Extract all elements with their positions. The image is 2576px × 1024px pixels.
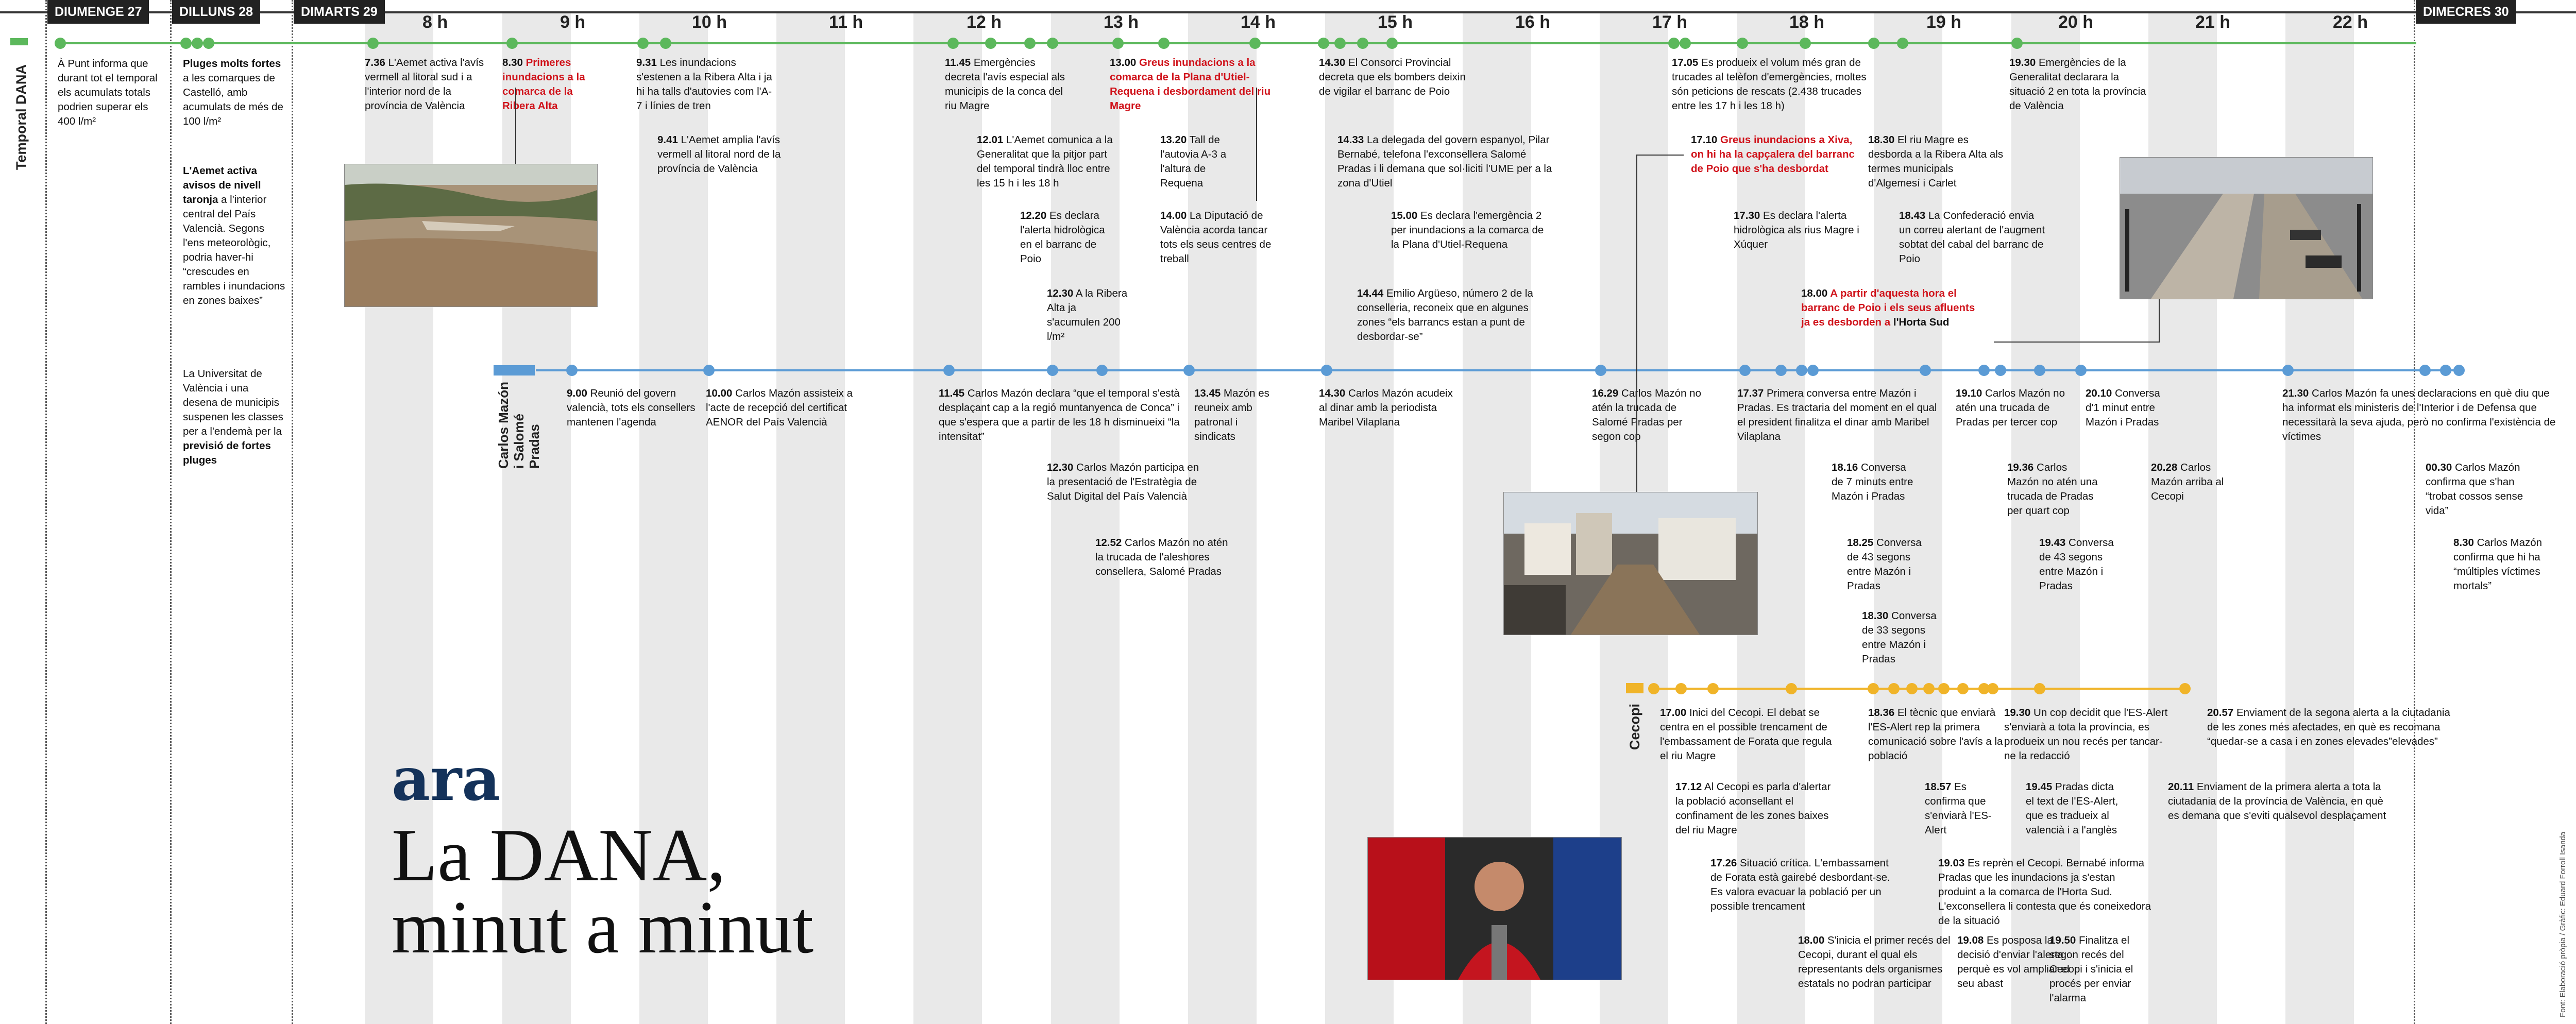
event-text: 19.30 Un cop decidit que l'ES-Alert s'enviarà a tota la província, es produeix un nou recés per tancar-ne la redacció bbox=[2004, 707, 2168, 762]
photo-flooded-fields bbox=[344, 164, 598, 307]
event-dot bbox=[1321, 365, 1332, 376]
brand-logo: ara bbox=[392, 744, 501, 814]
event-text: 19.50 Finalitza el segon recés del Cecopi i s'inicia el procés per enviar l'alarma bbox=[2049, 934, 2133, 1004]
mazon-marker bbox=[494, 365, 535, 376]
event-text: 20.28 Carlos Mazón arriba al Cecopi bbox=[2151, 462, 2224, 502]
row-label-cecopi: Cecopi bbox=[1627, 703, 1642, 750]
day-label-tuesday: DIMARTS 29 bbox=[294, 0, 385, 24]
event-dot bbox=[1995, 365, 2006, 376]
header-bar bbox=[0, 11, 2576, 13]
event-text: 18.00 A partir d'aquesta hora el barranc de Poio i els seus afluents ja es desborden a l'Horta Sud bbox=[1801, 287, 1975, 328]
event-text: L'Aemet activa avisos de nivell taronja a l'interior central del País Valencià. Segons l'ens meteorològic, podria haver-hi “crescudes en rambles i inundacions en zones baixes” bbox=[183, 165, 285, 306]
event-dot bbox=[1807, 365, 1819, 376]
event-text: 18.16 Conversa de 7 minuts entre Mazón i Pradas bbox=[1832, 462, 1913, 502]
event-text: 20.11 Enviament de la primera alerta a tota la ciutadania de la província de València, en què es demana que s'eviti qualsevol desplaçament bbox=[2168, 781, 2386, 822]
event-text: 14.30 Carlos Mazón acudeix al dinar amb la periodista Maribel Vilaplana bbox=[1319, 387, 1453, 428]
event-text: 13.20 Tall de l'autovia A-3 a l'altura de Requena bbox=[1160, 134, 1227, 189]
event-text: 15.00 Es declara l'emergència 2 per inundacions a la comarca de la Plana d'Utiel-Requena bbox=[1391, 210, 1544, 250]
hour-label: 22 h bbox=[2333, 12, 2368, 32]
day-separator bbox=[170, 0, 172, 1024]
dana-marker bbox=[10, 38, 28, 45]
dana-track bbox=[57, 42, 2416, 44]
event-dot bbox=[1868, 683, 1879, 694]
event-text: 20.10 Conversa d'1 minut entre Mazón i Pradas bbox=[2086, 387, 2160, 428]
event-dot bbox=[1978, 365, 1990, 376]
event-text: 8.30 Primeres inundacions a la comarca de la Ribera Alta bbox=[502, 57, 585, 112]
event-dot bbox=[1318, 38, 1329, 49]
page-title-line1: La DANA, bbox=[392, 813, 726, 897]
event-dot bbox=[1923, 683, 1935, 694]
event-text: À Punt informa que durant tot el temporal els acumulats totals podrien superar els 400 l/m² bbox=[58, 58, 158, 127]
event-dot bbox=[2011, 38, 2023, 49]
hour-label: 19 h bbox=[1926, 12, 1962, 32]
event-text: 19.10 Carlos Mazón no atén una trucada de Pradas per tercer cop bbox=[1956, 387, 2065, 428]
event-dot bbox=[703, 365, 715, 376]
hour-label: 20 h bbox=[2058, 12, 2094, 32]
event-dot bbox=[1183, 365, 1195, 376]
event-dot bbox=[1796, 365, 1807, 376]
hour-stripe bbox=[913, 13, 982, 1024]
hour-label: 14 h bbox=[1241, 12, 1276, 32]
day-separator bbox=[292, 0, 293, 1024]
event-text: 17.37 Primera conversa entre Mazón i Pradas. Es tractaria del moment en el qual el president finalitza el dinar amb Maribel Vilaplana bbox=[1737, 387, 1937, 442]
event-text: 17.26 Situació crítica. L'embassament de Forata està gairebé desbordant-se. Es valora evacuar la població per un possible trencament bbox=[1710, 857, 1890, 912]
event-dot bbox=[1737, 38, 1748, 49]
connector-line bbox=[515, 88, 516, 164]
event-dot bbox=[367, 38, 379, 49]
event-dot bbox=[1096, 365, 1108, 376]
event-dot bbox=[1786, 683, 1797, 694]
event-text: 7.36 L'Aemet activa l'avís vermell al litoral sud i a l'interior nord de la província de València bbox=[365, 57, 484, 112]
row-label-mazon: Carlos Mazón i Salomé Pradas bbox=[496, 381, 542, 469]
event-text: 00.30 Carlos Mazón confirma que s'han “trobat cossos sense vida” bbox=[2426, 462, 2523, 517]
event-dot bbox=[1158, 38, 1170, 49]
event-text: Pluges molts fortes a les comarques de Castelló, amb acumulats de més de 100 l/m² bbox=[183, 58, 283, 127]
event-text: 9.41 L'Aemet amplia l'avís vermell al litoral nord de la província de València bbox=[657, 134, 781, 175]
event-text: 18.25 Conversa de 43 segons entre Mazón i Pradas bbox=[1847, 537, 1922, 592]
hour-label: 11 h bbox=[829, 12, 863, 32]
hour-label: 18 h bbox=[1789, 12, 1825, 32]
photo-damaged-highway bbox=[2120, 157, 2373, 299]
event-dot bbox=[192, 38, 203, 49]
event-dot bbox=[1680, 38, 1691, 49]
event-text: 12.52 Carlos Mazón no atén la trucada de l'aleshores consellera, Salomé Pradas bbox=[1095, 537, 1228, 577]
event-text: 17.00 Inici del Cecopi. El debat se centra en el possible trencament de l'embassament de Forata que regula el riu Magre bbox=[1660, 707, 1832, 762]
event-dot bbox=[1906, 683, 1918, 694]
hour-stripe bbox=[776, 13, 845, 1024]
event-dot bbox=[660, 38, 671, 49]
event-dot bbox=[2453, 365, 2465, 376]
event-text: 17.12 Al Cecopi es parla d'alertar la població aconsellant el confinament de les zones baixes del riu Magre bbox=[1675, 781, 1831, 836]
event-text: 8.30 Carlos Mazón confirma que hi ha “múltiples víctimes mortals” bbox=[2453, 537, 2543, 592]
event-dot bbox=[2282, 365, 2294, 376]
connector-line bbox=[1636, 474, 1637, 492]
event-dot bbox=[985, 38, 996, 49]
event-dot bbox=[1888, 683, 1900, 694]
row-label-dana: Temporal DANA bbox=[13, 64, 29, 170]
day-label-wednesday: DIMECRES 30 bbox=[2416, 0, 2516, 24]
event-text: 18.36 El tècnic que enviarà l'ES-Alert rep la primera comunicació sobre l'avís a la població bbox=[1868, 707, 2003, 762]
event-dot bbox=[1024, 38, 1036, 49]
event-dot bbox=[943, 365, 955, 376]
event-text: 14.30 El Consorci Provincial decreta que els bombers deixin de vigilar el barranc de Poio bbox=[1319, 57, 1466, 97]
hour-label: 12 h bbox=[967, 12, 1002, 32]
event-dot bbox=[55, 38, 66, 49]
event-dot bbox=[2075, 365, 2087, 376]
event-text: 11.45 Emergències decreta l'avís especial als municipis de la conca del riu Magre bbox=[945, 57, 1065, 112]
event-text: 9.31 Les inundacions s'estenen a la Ribera Alta i ja hi ha talls d'autovies com l'A-7 i línies de tren bbox=[636, 57, 772, 112]
event-dot bbox=[1938, 683, 1950, 694]
hour-label: 9 h bbox=[560, 12, 586, 32]
event-text: 19.03 Es reprèn el Cecopi. Bernabé informa Pradas que les inundacions ja s'estan produint a la comarca de l'Horta Sud. L'exconsellera li contesta que és coneixedora de la situació bbox=[1938, 857, 2151, 927]
event-dot bbox=[1386, 38, 1398, 49]
event-text: 9.00 Reunió del govern valencià, tots els consellers mantenen l'agenda bbox=[567, 387, 696, 428]
event-text: 12.30 A la Ribera Alta ja s'acumulen 200 l/m² bbox=[1047, 287, 1128, 343]
event-dot bbox=[1987, 683, 1998, 694]
event-dot bbox=[1920, 365, 1931, 376]
day-separator bbox=[45, 0, 47, 1024]
event-text: 21.30 Carlos Mazón fa unes declaracions en què diu que ha informat els ministeris de l'Interior i de Defensa que necessitarà la seva ajuda, però no confirma l'existència de víctimes bbox=[2282, 387, 2556, 442]
event-text: 13.45 Mazón es reuneix amb patronal i sindicats bbox=[1194, 387, 1269, 442]
event-text: 19.45 Pradas dicta el text de l'ES-Alert, que es tradueix al valencià i a l'anglès bbox=[2026, 781, 2119, 836]
event-text: 19.36 Carlos Mazón no atén una trucada de Pradas per quart cop bbox=[2007, 462, 2098, 517]
event-dot bbox=[1897, 38, 1908, 49]
hour-label: 13 h bbox=[1104, 12, 1139, 32]
event-dot bbox=[1047, 38, 1058, 49]
event-text: 16.29 Carlos Mazón no atén la trucada de Salomé Pradas per segon cop bbox=[1592, 387, 1701, 442]
event-dot bbox=[1334, 38, 1346, 49]
event-dot bbox=[2440, 365, 2451, 376]
event-text: 12.20 Es declara l'alerta hidrològica en el barranc de Poio bbox=[1020, 210, 1105, 265]
event-dot bbox=[1357, 38, 1368, 49]
hour-label: 10 h bbox=[692, 12, 727, 32]
event-text: 14.00 La Diputació de València acorda tancar tots els seus centres de treball bbox=[1160, 210, 1272, 265]
event-dot bbox=[1800, 38, 1811, 49]
day-label-monday: DILLUNS 28 bbox=[172, 0, 260, 24]
event-text: 17.05 Es produeix el volum més gran de trucades al telèfon d'emergències, moltes són peticions de rescats (2.438 trucades entre les 17 h i les 18 h) bbox=[1672, 57, 1867, 112]
event-dot bbox=[1595, 365, 1606, 376]
hour-label: 15 h bbox=[1378, 12, 1413, 32]
event-dot bbox=[1668, 38, 1680, 49]
connector-line bbox=[1256, 88, 1257, 201]
event-text: 18.30 Conversa de 33 segons entre Mazón i Pradas bbox=[1862, 610, 1937, 665]
event-text: 18.43 La Confederació envia un correu alertant de l'augment sobtat del cabal del barranc de Poio bbox=[1899, 210, 2045, 265]
event-text: 12.30 Carlos Mazón participa en la presentació de l'Estratègia de Salut Digital del País Valencià bbox=[1047, 462, 1199, 502]
event-dot bbox=[1047, 365, 1058, 376]
photo-destroyed-street bbox=[1503, 492, 1758, 635]
event-dot bbox=[1675, 683, 1687, 694]
event-text: 17.30 Es declara l'alerta hidrològica als rius Magre i Xúquer bbox=[1734, 210, 1859, 250]
event-dot bbox=[2179, 683, 2191, 694]
event-dot bbox=[203, 38, 214, 49]
day-label-sunday: DIUMENGE 27 bbox=[47, 0, 149, 24]
day-separator bbox=[2414, 0, 2415, 1024]
event-dot bbox=[947, 38, 959, 49]
event-dot bbox=[1648, 683, 1659, 694]
event-text: 20.57 Enviament de la segona alerta a la ciutadania de les zones més afectades, en què es recomana “quedar-se a casa i en zones elevades”elevades” bbox=[2207, 707, 2450, 747]
event-dot bbox=[1112, 38, 1124, 49]
connector-line bbox=[1636, 155, 1684, 475]
event-dot bbox=[1249, 38, 1261, 49]
event-text: 12.01 L'Aemet comunica a la Generalitat que la pitjor part del temporal tindrà lloc entre les 15 h i les 18 h bbox=[977, 134, 1113, 189]
hour-label: 8 h bbox=[422, 12, 448, 32]
event-text: 19.30 Emergències de la Generalitat declarara la situació 2 en tota la província de València bbox=[2009, 57, 2146, 112]
photo-man-in-red-vest bbox=[1367, 837, 1622, 980]
source-credit: Font: Elaboració pròpia / Gràfic: Eduard Forroll Isanda bbox=[2558, 831, 2567, 1017]
event-dot bbox=[506, 38, 518, 49]
event-text: La Universitat de València i una desena de municipis suspenen les classes per a l'endemà per la previsió de fortes pluges bbox=[183, 368, 283, 466]
event-text: 14.33 La delegada del govern espanyol, Pilar Bernabé, telefona l'exconsellera Salomé Pradas i li demana que sol·liciti l'UME per a la zona d'Utiel bbox=[1337, 134, 1552, 189]
event-dot bbox=[637, 38, 649, 49]
event-text: 19.08 Es posposa la decisió d'enviar l'alerta perquè es vol ampliar el seu abast bbox=[1957, 934, 2070, 989]
mazon-track bbox=[536, 369, 2463, 371]
event-dot bbox=[566, 365, 578, 376]
event-dot bbox=[1868, 38, 1879, 49]
event-dot bbox=[1707, 683, 1719, 694]
event-dot bbox=[1739, 365, 1751, 376]
event-text: 18.00 S'inicia el primer recés del Cecopi, durant el qual els representants dels organismes estatals no podran participar bbox=[1798, 934, 1951, 989]
event-dot bbox=[2034, 683, 2045, 694]
event-text: 18.57 Es confirma que s'enviarà l'ES-Alert bbox=[1925, 781, 1992, 836]
event-text: 13.00 Greus inundacions a la comarca de la Plana d'Utiel-Requena i desbordament del riu Magre bbox=[1110, 57, 1271, 112]
event-text: 10.00 Carlos Mazón assisteix a l'acte de recepció del certificat AENOR del País Valencià bbox=[706, 387, 853, 428]
event-text: 17.10 Greus inundacions a Xiva, on hi ha la capçalera del barranc de Poio que s'ha desbordat bbox=[1691, 134, 1855, 175]
event-text: 11.45 Carlos Mazón declara “que el temporal s'està desplaçant cap a la regió muntanyenca de Conca” i que s'espera que a partir de les 18 h disminueixi “la intensitat” bbox=[939, 387, 1180, 442]
event-text: 18.30 El riu Magre es desborda a la Ribera Alta als termes municipals d'Algemesí i Carlet bbox=[1868, 134, 2004, 189]
event-dot bbox=[1775, 365, 1787, 376]
hour-label: 16 h bbox=[1515, 12, 1551, 32]
hour-label: 17 h bbox=[1652, 12, 1688, 32]
hour-label: 21 h bbox=[2195, 12, 2231, 32]
cecopi-marker bbox=[1626, 683, 1643, 693]
event-dot bbox=[2419, 365, 2431, 376]
event-text: 19.43 Conversa de 43 segons entre Mazón i Pradas bbox=[2039, 537, 2114, 592]
event-dot bbox=[2034, 365, 2045, 376]
event-dot bbox=[180, 38, 192, 49]
event-text: 14.44 Emilio Argüeso, número 2 de la conselleria, reconeix que en algunes zones “els barrancs estan a punt de desbordar-se” bbox=[1357, 287, 1533, 343]
event-dot bbox=[1957, 683, 1969, 694]
page-title-line2: minut a minut bbox=[392, 885, 814, 969]
